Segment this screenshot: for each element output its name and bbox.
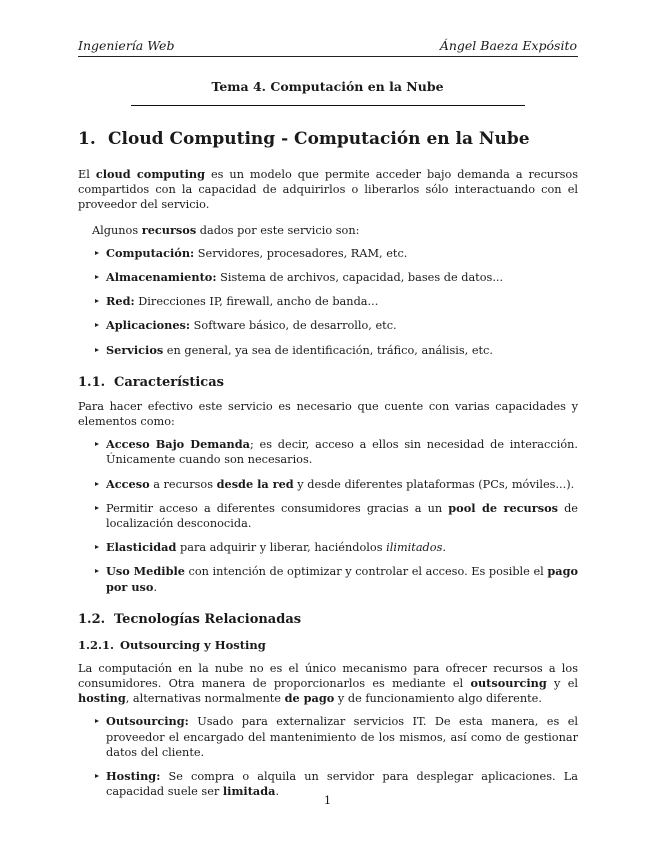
section-1-intro: El cloud computing es un modelo que permite acceder bajo demanda a recursos compartidos con la capacidad de adquirirlos o liberarlos sólo interactuando con el proveedor del servicio. [78,167,578,212]
list-item: Servicios en general, ya sea de identificación, tráfico, análisis, etc. [78,343,578,358]
list-item: Hosting: Se compra o alquila un servidor para desplegar aplicaciones. La capacidad suele ser limitada. [78,769,578,799]
section-number: 1. [78,129,96,149]
document-title: Tema 4. Computación en la Nube [211,79,444,94]
list-item: Computación: Servidores, procesadores, RAM, etc. [78,246,578,261]
section-title: Cloud Computing - Computación en la Nube [108,129,530,149]
header-rule [78,56,578,57]
section-1-2-1-heading: 1.2.1. Outsourcing y Hosting [78,637,266,652]
document-body [78,128,578,808]
section-1-1-heading: 1.1. Características [78,374,224,390]
title-rule [131,105,525,106]
list-item: Outsourcing: Usado para externalizar servicios IT. De esta manera, es el proveedor el encargado del mantenimiento de los mismos, así como de gestionar datos del cliente. [78,714,578,760]
list-item: Almacenamiento: Sistema de archivos, capacidad, bases de datos... [78,270,578,285]
section-1-heading [78,128,578,150]
section-1-2-heading: 1.2. Tecnologías Relacionadas [78,611,302,627]
resources-lead: Algunos recursos dados por este servicio son: [92,222,360,237]
list-item: Elasticidad para adquirir y liberar, haciéndolos ilimitados. [78,540,578,555]
list-item: Uso Medible con intención de optimizar y controlar el acceso. Es posible el pago por uso. [78,564,578,594]
header-author: Ángel Baeza Expósito [439,38,577,53]
characteristics-list [78,437,578,595]
page-number: 1 [323,793,332,807]
section-1-1-intro: Para hacer efectivo este servicio es necesario que cuente con varias capacidades y elementos como: [78,399,578,429]
outsourcing-hosting-list [78,714,578,799]
list-item: Acceso a recursos desde la red y desde diferentes plataformas (PCs, móviles...). [78,477,578,492]
header-course: Ingeniería Web [78,38,175,53]
list-item: Acceso Bajo Demanda; es decir, acceso a ellos sin necesidad de interacción. Únicamente cuando son necesarios. [78,437,578,467]
resources-list [78,246,578,358]
list-item: Aplicaciones: Software básico, de desarrollo, etc. [78,318,578,333]
section-1-2-1-intro: La computación en la nube no es el único mecanismo para ofrecer recursos a los consumidores. Otra manera de proporcionarlos es mediante el outsourcing y el hosting, alternativas normalmente de pago y de funcionamiento algo diferente. [78,661,578,706]
list-item: Red: Direcciones IP, firewall, ancho de banda... [78,294,578,309]
list-item: Permitir acceso a diferentes consumidores gracias a un pool de recursos de localización desconocida. [78,501,578,531]
